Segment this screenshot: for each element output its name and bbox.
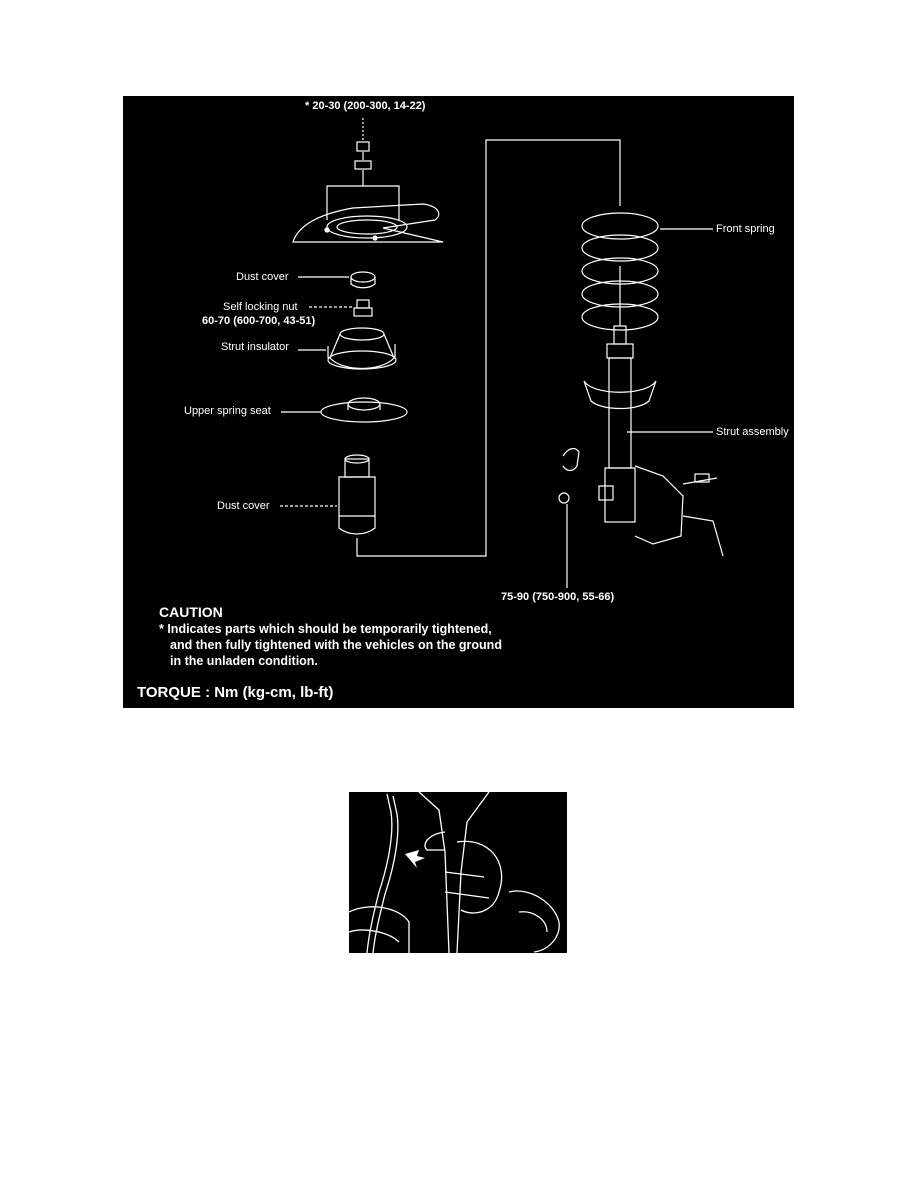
strut-exploded-diagram (123, 96, 794, 708)
caution-note (159, 604, 502, 669)
self-locking-nut-torque-label: 60-70 (600-700, 43-51) (202, 315, 316, 327)
top-nut-drawing (327, 118, 399, 220)
strut-insulator-label: Strut insulator (221, 341, 289, 353)
top-nut-torque-label: * 20-30 (200-300, 14-22) (305, 100, 426, 112)
self-locking-nut-drawing (354, 300, 372, 316)
caution-line-1: * Indicates parts which should be temporarily tightened, (159, 622, 492, 636)
caution-line-3: in the unladen condition. (170, 654, 318, 668)
strut-assembly-drawing (559, 326, 723, 556)
dust-cover-bottom-label: Dust cover (217, 500, 270, 512)
torque-units-label: TORQUE : Nm (kg-cm, lb-ft) (137, 684, 334, 701)
arrow-icon (405, 850, 425, 868)
brake-hose-drawing (349, 792, 567, 953)
strut-insulator-drawing (328, 328, 396, 369)
self-locking-nut-label: Self locking nut (223, 301, 298, 313)
upper-spring-seat-drawing (321, 398, 407, 422)
dust-cover-top-label: Dust cover (236, 271, 289, 283)
bottom-bolt-torque-label: 75-90 (750-900, 55-66) (501, 591, 615, 603)
brake-hose (367, 794, 392, 953)
front-spring-label: Front spring (716, 223, 775, 235)
strut-assembly-label: Strut assembly (716, 426, 789, 438)
upper-spring-seat-label: Upper spring seat (184, 405, 271, 417)
body-panel-drawing (293, 204, 443, 242)
dust-cover-bottom-drawing (339, 455, 375, 534)
caution-line-2: and then fully tightened with the vehicles on the ground (170, 638, 502, 652)
brake-hose-illustration (349, 792, 567, 953)
dust-cover-top-drawing (351, 272, 375, 288)
caution-title: CAUTION (159, 604, 223, 620)
front-spring-drawing (582, 213, 658, 330)
